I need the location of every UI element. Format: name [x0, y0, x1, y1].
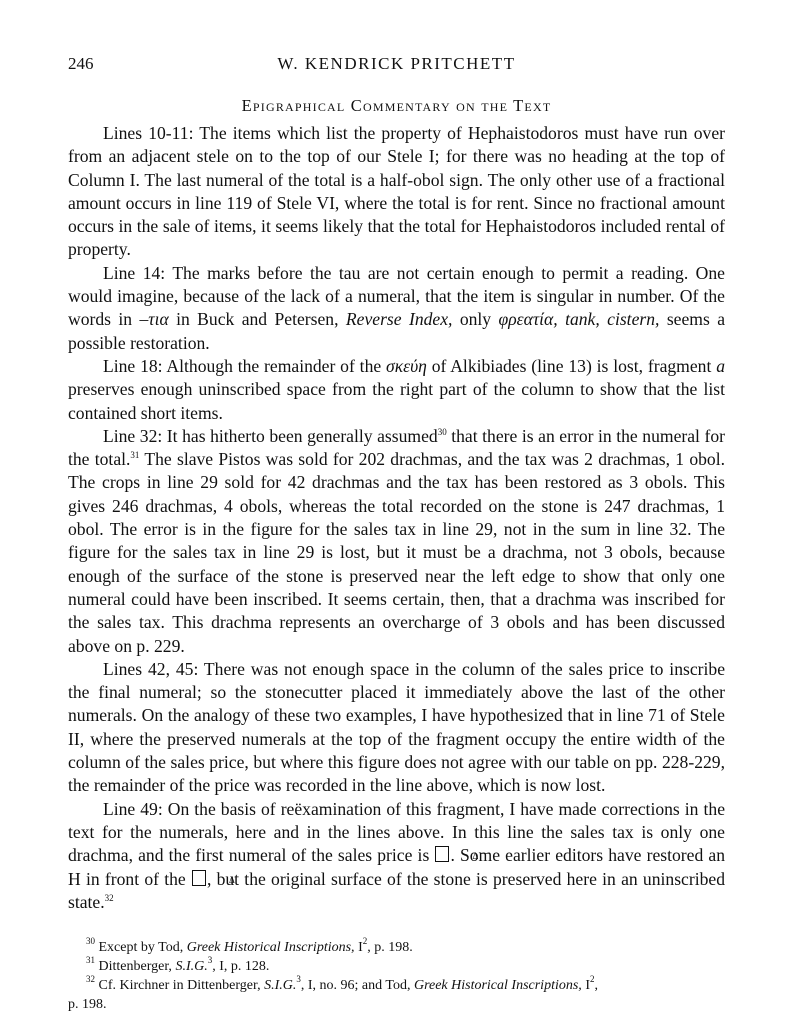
- paragraph-line-49: Line 49: On the basis of reëxamination of this fragment, I have made corrections in the text for the numerals, here and in the lines above. In this line the sales tax is only one drachma, and the first numeral of the sales price is Δ. Some earlier editors have restored an H in front of the Δ, but the original surface of the stone is preserved here in an uninscribed state.$^{32}$: [68, 798, 725, 914]
- footnote-32-continued: p. 198.: [68, 997, 107, 1013]
- paragraph-lines-42-45: Lines 42, 45: There was not enough space in the column of the sales price to inscribe the final numeral; so the stonecutter placed it immediately above the last of the other numerals. On the analogy of these two examples, I have hypothesized that in line 71 of Stele II, where the preserved numerals at the top of the fragment occupy the entire width of the column of the sales price, but where this figure does not agree with our table on pp. 228-229, the remainder of the price was recorded in the line above, which is now lost.: [68, 658, 725, 796]
- paragraph-lines-10-11: Lines 10-11: The items which list the property of Hephaistodoros must have run over from an adjacent stele on to the top of our Stele I; for there was no heading at the top of Column I. The last numeral of the total is a half-obol sign. The only other use of a fractional amount occurs in line 119 of Stele VI, where the total is for rent. Since no fractional amount occurs in the sale of items, it seems likely that the total for Hephaistodoros included rental of property.: [68, 123, 725, 260]
- footnote-ref-31[interactable]: 31: [130, 450, 140, 461]
- running-head-author: W. KENDRICK PRITCHETT: [277, 54, 516, 73]
- paragraph-line-18: Line 18: Although the remainder of the σκεύη of Alkibiades (line 13) is lost, fragment a preserves enough uninscribed space from the right part of the column to show that the list contained short items.: [68, 355, 725, 423]
- paragraph-line-32: Line 32: It has hitherto been generally assumed$^{30}$ that there is an error in the numeral for the total.$^{31}$ The slave Pistos was sold for 202 drachmas, and the tax was 2 drachmas, 1 obol. The crops in line 29 sold for 42 drachmas and the tax has been restored as 3 obols. This gives 246 drachmas, 4 obols, whereas the total recorded on the stone is 247 drachmas, 1 obol. The error is in the figure for the sales tax in line 29, not in the sum in line 32. The figure for the sales tax in line 29 is lost, but it must be a drachma, not 3 obols, because enough of the surface of the stone is preserved near the left edge to show that only one numeral could have been inscribed. It seems certain, then, that a drachma was inscribed for the sales tax. This drachma represents an overcharge of 3 obols and has been discussed above on p. 229.: [68, 425, 725, 656]
- footnote-ref-32[interactable]: 32: [104, 892, 114, 903]
- footnote-31: $^{31}$ Dittenberger, S.I.G.$^3$, I, p. 128.: [86, 955, 270, 975]
- body-text: [68, 122, 725, 914]
- page-number: 246: [68, 54, 94, 73]
- page: [68, 54, 725, 1014]
- running-head: [68, 54, 725, 78]
- pentekonta-drachma-icon: [435, 846, 449, 862]
- footnote-30: $^{30}$ Except by Tod, Greek Historical Inscriptions, $I^2$, p. 198.: [86, 936, 413, 956]
- paragraph-line-14: Line 14: The marks before the tau are not certain enough to permit a reading. One would imagine, because of the lack of a numeral, that the item is singular in number. Of the words in –τια in Buck and Petersen, Reverse Index, only φρεατία, tank, cistern, seems a possible restoration.: [68, 262, 726, 353]
- footnote-ref-30[interactable]: 30: [437, 426, 447, 437]
- pentekonta-drachma-icon: [192, 870, 206, 886]
- section-heading: Epigraphical Commentary on the Text: [241, 96, 552, 115]
- footnote-32: $^{32}$ Cf. Kirchner in Dittenberger, S.I.G.$^3$, I, no. 96; and Tod, Greek Historical Inscriptions, $I^2$,: [86, 974, 598, 994]
